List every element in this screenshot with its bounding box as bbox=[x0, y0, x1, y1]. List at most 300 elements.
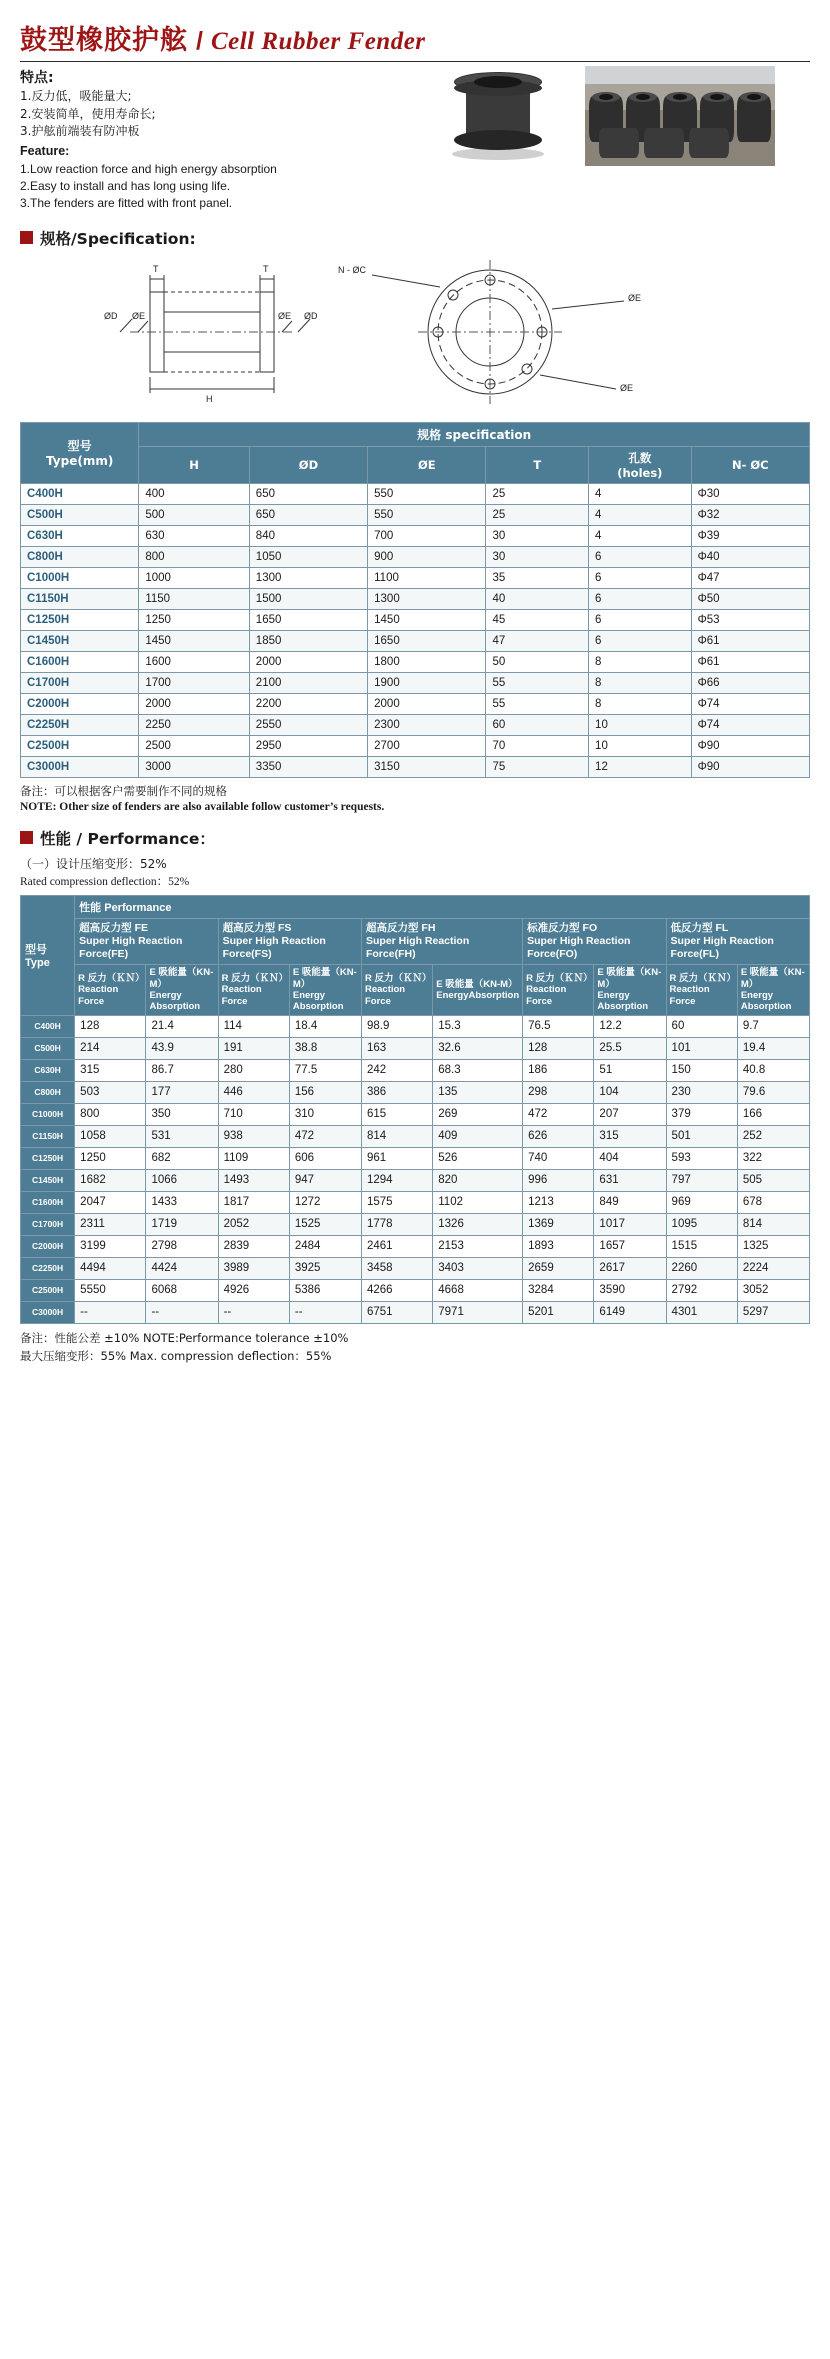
perf-cell-value: 15.3 bbox=[433, 1015, 523, 1037]
spec-cell-oe: 1450 bbox=[368, 609, 486, 630]
perf-cell-value: 4301 bbox=[666, 1301, 737, 1323]
perf-cell-value: 6068 bbox=[146, 1279, 218, 1301]
spec-cell-type: C500H bbox=[21, 504, 139, 525]
perf-cell-value: 322 bbox=[737, 1147, 809, 1169]
perf-cell-value: 1657 bbox=[594, 1235, 666, 1257]
perf-cell-type: C2250H bbox=[21, 1257, 75, 1279]
table-row bbox=[21, 651, 810, 672]
table-row bbox=[21, 525, 810, 546]
fender-technical-drawing bbox=[20, 257, 810, 407]
perf-cell-value: 800 bbox=[75, 1103, 146, 1125]
specification-section-title: 规格/Specification: bbox=[40, 229, 196, 248]
perf-cell-value: 740 bbox=[523, 1147, 594, 1169]
spec-cell-od: 1050 bbox=[249, 546, 367, 567]
perf-cell-value: 626 bbox=[523, 1125, 594, 1147]
perf-cell-value: 177 bbox=[146, 1081, 218, 1103]
perf-cell-value: 98.9 bbox=[361, 1015, 432, 1037]
spec-cell-h: 500 bbox=[139, 504, 249, 525]
table-row bbox=[21, 1103, 810, 1125]
spec-cell-type: C2000H bbox=[21, 693, 139, 714]
perf-cell-value: 505 bbox=[737, 1169, 809, 1191]
perf-cell-value: 1433 bbox=[146, 1191, 218, 1213]
perf-cell-value: 77.5 bbox=[289, 1059, 361, 1081]
table-row bbox=[21, 1081, 810, 1103]
spec-cell-nc: Φ90 bbox=[691, 735, 809, 756]
spec-cell-oe: 900 bbox=[368, 546, 486, 567]
perf-cell-value: 1682 bbox=[75, 1169, 146, 1191]
spec-cell-type: C1700H bbox=[21, 672, 139, 693]
table-row bbox=[21, 1257, 810, 1279]
performance-section-title: 性能 / Performance： bbox=[40, 829, 215, 848]
spec-cell-oe: 550 bbox=[368, 483, 486, 504]
perf-cell-value: 2153 bbox=[433, 1235, 523, 1257]
spec-cell-type: C1250H bbox=[21, 609, 139, 630]
perf-cell-value: 1102 bbox=[433, 1191, 523, 1213]
spec-cell-holes: 6 bbox=[589, 567, 692, 588]
perf-cell-value: 5297 bbox=[737, 1301, 809, 1323]
spec-col-oe: ØE bbox=[368, 446, 486, 483]
spec-cell-nc: Φ50 bbox=[691, 588, 809, 609]
perf-cell-value: 2659 bbox=[523, 1257, 594, 1279]
perf-cell-value: 214 bbox=[75, 1037, 146, 1059]
perf-cell-value: 4494 bbox=[75, 1257, 146, 1279]
perf-cell-value: 446 bbox=[218, 1081, 289, 1103]
table-row bbox=[21, 1059, 810, 1081]
spec-cell-h: 800 bbox=[139, 546, 249, 567]
perf-cell-value: 961 bbox=[361, 1147, 432, 1169]
perf-cell-value: 3052 bbox=[737, 1279, 809, 1301]
perf-cell-value: -- bbox=[146, 1301, 218, 1323]
spec-cell-nc: Φ74 bbox=[691, 714, 809, 735]
perf-subcol-cn-1: R 反力（ＫＮ） bbox=[78, 972, 145, 984]
spec-cell-h: 1000 bbox=[139, 567, 249, 588]
perf-cell-value: 969 bbox=[666, 1191, 737, 1213]
specification-section-header bbox=[20, 227, 810, 249]
feature-item-en-2: 2.Easy to install and has long using life. bbox=[20, 178, 231, 193]
perf-cell-value: 79.6 bbox=[737, 1081, 809, 1103]
perf-cell-value: 9.7 bbox=[737, 1015, 809, 1037]
perf-cell-value: 3925 bbox=[289, 1257, 361, 1279]
perf-cell-value: 814 bbox=[361, 1125, 432, 1147]
spec-group-header: 规格 specification bbox=[139, 422, 810, 446]
perf-cell-value: 404 bbox=[594, 1147, 666, 1169]
spec-cell-holes: 8 bbox=[589, 651, 692, 672]
table-row bbox=[21, 1235, 810, 1257]
perf-cell-value: 7971 bbox=[433, 1301, 523, 1323]
perf-cell-value: 21.4 bbox=[146, 1015, 218, 1037]
perf-cell-value: 12.2 bbox=[594, 1015, 666, 1037]
spec-cell-t: 45 bbox=[486, 609, 589, 630]
feature-item-cn-2: 2.安装简单，使用寿命长; bbox=[20, 106, 156, 121]
spec-cell-holes: 6 bbox=[589, 609, 692, 630]
spec-cell-t: 25 bbox=[486, 504, 589, 525]
spec-cell-h: 1700 bbox=[139, 672, 249, 693]
spec-cell-t: 55 bbox=[486, 693, 589, 714]
perf-cell-value: 1250 bbox=[75, 1147, 146, 1169]
perf-cell-type: C1600H bbox=[21, 1191, 75, 1213]
spec-col-type bbox=[21, 422, 139, 483]
perf-cell-value: 1213 bbox=[523, 1191, 594, 1213]
perf-cell-value: 1369 bbox=[523, 1213, 594, 1235]
perf-group-header-4 bbox=[523, 918, 666, 964]
perf-cell-value: 25.5 bbox=[594, 1037, 666, 1059]
perf-cell-value: 3458 bbox=[361, 1257, 432, 1279]
perf-subcol-cn-9: R 反力（ＫＮ） bbox=[669, 972, 737, 984]
perf-subcol-5 bbox=[361, 965, 432, 1016]
features-heading-cn: 特点: bbox=[20, 70, 54, 86]
spec-cell-oe: 2300 bbox=[368, 714, 486, 735]
perf-cell-value: 86.7 bbox=[146, 1059, 218, 1081]
perf-cell-value: 2052 bbox=[218, 1213, 289, 1235]
perf-group-header-en-1: Super High Reaction Force(FE) bbox=[79, 934, 183, 961]
perf-cell-value: 606 bbox=[289, 1147, 361, 1169]
perf-cell-value: 128 bbox=[523, 1037, 594, 1059]
perf-cell-type: C500H bbox=[21, 1037, 75, 1059]
perf-cell-value: 1817 bbox=[218, 1191, 289, 1213]
spec-cell-type: C800H bbox=[21, 546, 139, 567]
spec-cell-t: 40 bbox=[486, 588, 589, 609]
spec-col-holes-line1: 孔数 bbox=[628, 450, 652, 465]
perf-subcol-cn-8: E 吸能量（KN-M） bbox=[597, 967, 662, 990]
spec-cell-type: C2250H bbox=[21, 714, 139, 735]
perf-cell-value: 5386 bbox=[289, 1279, 361, 1301]
perf-subcol-en-5: Reaction Force bbox=[364, 984, 406, 1007]
spec-cell-h: 3000 bbox=[139, 756, 249, 777]
perf-cell-value: 1066 bbox=[146, 1169, 218, 1191]
svg-text:H: H bbox=[206, 393, 213, 404]
perf-cell-type: C1000H bbox=[21, 1103, 75, 1125]
spec-cell-od: 3350 bbox=[249, 756, 367, 777]
perf-cell-value: 150 bbox=[666, 1059, 737, 1081]
table-row bbox=[21, 714, 810, 735]
feature-item-en-1: 1.Low reaction force and high energy absorption bbox=[20, 161, 277, 176]
spec-cell-type: C1150H bbox=[21, 588, 139, 609]
perf-cell-value: 310 bbox=[289, 1103, 361, 1125]
perf-group-header-cn-3: 超高反力型 FH bbox=[365, 921, 436, 934]
spec-cell-od: 650 bbox=[249, 483, 367, 504]
perf-subcol-cn-2: E 吸能量（KN-M） bbox=[149, 967, 214, 990]
perf-cell-value: 315 bbox=[594, 1125, 666, 1147]
title-separator: / bbox=[196, 27, 203, 55]
performance-footnote-1: 备注：性能公差 ±10% NOTE:Performance tolerance ±10% bbox=[20, 1330, 349, 1345]
perf-cell-value: 166 bbox=[737, 1103, 809, 1125]
perf-cell-value: 5550 bbox=[75, 1279, 146, 1301]
perf-cell-value: 386 bbox=[361, 1081, 432, 1103]
perf-cell-value: 526 bbox=[433, 1147, 523, 1169]
spec-cell-nc: Φ74 bbox=[691, 693, 809, 714]
perf-group-header-cn-4: 标准反力型 FO bbox=[527, 921, 598, 934]
spec-cell-od: 650 bbox=[249, 504, 367, 525]
perf-subcol-en-9: Reaction Force bbox=[669, 984, 710, 1007]
perf-subcol-en-10: Energy Absorption bbox=[740, 989, 792, 1013]
spec-cell-t: 47 bbox=[486, 630, 589, 651]
spec-cell-oe: 550 bbox=[368, 504, 486, 525]
perf-cell-value: 3199 bbox=[75, 1235, 146, 1257]
perf-cell-value: 101 bbox=[666, 1037, 737, 1059]
perf-cell-type: C3000H bbox=[21, 1301, 75, 1323]
perf-cell-value: 1493 bbox=[218, 1169, 289, 1191]
perf-cell-value: 128 bbox=[75, 1015, 146, 1037]
svg-text:ØE: ØE bbox=[278, 310, 292, 321]
spec-cell-holes: 6 bbox=[589, 630, 692, 651]
perf-subcol-7 bbox=[523, 965, 594, 1016]
perf-cell-value: -- bbox=[289, 1301, 361, 1323]
perf-cell-value: 4424 bbox=[146, 1257, 218, 1279]
spec-cell-od: 2200 bbox=[249, 693, 367, 714]
perf-cell-value: 32.6 bbox=[433, 1037, 523, 1059]
perf-cell-value: 280 bbox=[218, 1059, 289, 1081]
perf-group-header-5 bbox=[666, 918, 809, 964]
spec-cell-od: 840 bbox=[249, 525, 367, 546]
svg-text:T: T bbox=[263, 263, 269, 274]
perf-cell-value: 230 bbox=[666, 1081, 737, 1103]
spec-cell-t: 60 bbox=[486, 714, 589, 735]
spec-col-type-line1: 型号 bbox=[67, 439, 92, 454]
perf-subcol-cn-6: E 吸能量（KN-M） bbox=[436, 978, 518, 990]
red-square-bullet-icon-2 bbox=[20, 831, 33, 844]
perf-cell-value: 242 bbox=[361, 1059, 432, 1081]
spec-col-holes bbox=[589, 446, 692, 483]
spec-cell-holes: 8 bbox=[589, 672, 692, 693]
spec-cell-nc: Φ30 bbox=[691, 483, 809, 504]
spec-cell-t: 75 bbox=[486, 756, 589, 777]
perf-cell-value: 1294 bbox=[361, 1169, 432, 1191]
svg-text:ØD: ØD bbox=[104, 310, 118, 321]
perf-cell-value: 678 bbox=[737, 1191, 809, 1213]
table-row bbox=[21, 546, 810, 567]
perf-cell-value: 2260 bbox=[666, 1257, 737, 1279]
spec-cell-od: 2950 bbox=[249, 735, 367, 756]
perf-subcol-2 bbox=[146, 965, 218, 1016]
perf-cell-value: 1272 bbox=[289, 1191, 361, 1213]
perf-cell-value: 19.4 bbox=[737, 1037, 809, 1059]
spec-cell-type: C630H bbox=[21, 525, 139, 546]
perf-cell-value: 315 bbox=[75, 1059, 146, 1081]
perf-subcol-en-6: EnergyAbsorption bbox=[436, 989, 520, 1001]
perf-subcol-8 bbox=[594, 965, 666, 1016]
perf-top-header: 性能 Performance bbox=[75, 895, 810, 918]
perf-cell-value: 40.8 bbox=[737, 1059, 809, 1081]
perf-cell-type: C630H bbox=[21, 1059, 75, 1081]
perf-cell-value: 4266 bbox=[361, 1279, 432, 1301]
spec-cell-od: 2550 bbox=[249, 714, 367, 735]
spec-col-od: ØD bbox=[249, 446, 367, 483]
perf-subcol-en-7: Reaction Force bbox=[526, 984, 567, 1007]
page-title bbox=[20, 18, 810, 57]
spec-cell-nc: Φ61 bbox=[691, 651, 809, 672]
spec-cell-h: 2500 bbox=[139, 735, 249, 756]
perf-cell-value: 3403 bbox=[433, 1257, 523, 1279]
perf-cell-value: 350 bbox=[146, 1103, 218, 1125]
perf-group-header-en-4: Super High Reaction Force(FO) bbox=[527, 934, 631, 961]
spec-cell-oe: 1100 bbox=[368, 567, 486, 588]
spec-cell-h: 630 bbox=[139, 525, 249, 546]
spec-cell-type: C1000H bbox=[21, 567, 139, 588]
perf-cell-value: 43.9 bbox=[146, 1037, 218, 1059]
spec-cell-nc: Φ32 bbox=[691, 504, 809, 525]
performance-table-head bbox=[21, 895, 810, 1015]
perf-cell-value: 252 bbox=[737, 1125, 809, 1147]
perf-cell-value: 814 bbox=[737, 1213, 809, 1235]
page-title-cn: 鼓型橡胶护舷 bbox=[20, 25, 188, 56]
perf-col-type bbox=[21, 895, 75, 1015]
perf-cell-value: 938 bbox=[218, 1125, 289, 1147]
spec-col-t: T bbox=[486, 446, 589, 483]
perf-group-header-en-2: Super High Reaction Force(FS) bbox=[222, 934, 326, 961]
perf-cell-type: C1150H bbox=[21, 1125, 75, 1147]
perf-cell-value: 1515 bbox=[666, 1235, 737, 1257]
spec-cell-oe: 1300 bbox=[368, 588, 486, 609]
perf-subcol-en-1: Reaction Force bbox=[78, 984, 119, 1007]
svg-text:ØD: ØD bbox=[304, 310, 318, 321]
table-row bbox=[21, 1213, 810, 1235]
spec-note-cn: 备注：可以根据客户需要制作不同的规格 bbox=[20, 783, 227, 798]
perf-subcol-en-4: Energy Absorption bbox=[292, 989, 344, 1013]
spec-cell-holes: 6 bbox=[589, 588, 692, 609]
table-row bbox=[21, 1191, 810, 1213]
perf-cell-value: 631 bbox=[594, 1169, 666, 1191]
perf-cell-value: 4926 bbox=[218, 1279, 289, 1301]
intro-section bbox=[20, 62, 810, 213]
spec-cell-holes: 10 bbox=[589, 714, 692, 735]
svg-text:ØE: ØE bbox=[132, 310, 146, 321]
table-row bbox=[21, 1037, 810, 1059]
spec-cell-h: 1250 bbox=[139, 609, 249, 630]
perf-cell-value: 4668 bbox=[433, 1279, 523, 1301]
spec-cell-h: 1450 bbox=[139, 630, 249, 651]
perf-cell-type: C400H bbox=[21, 1015, 75, 1037]
perf-cell-value: 104 bbox=[594, 1081, 666, 1103]
perf-subcol-en-3: Reaction Force bbox=[221, 984, 262, 1007]
spec-cell-nc: Φ53 bbox=[691, 609, 809, 630]
spec-cell-type: C1600H bbox=[21, 651, 139, 672]
perf-cell-value: 379 bbox=[666, 1103, 737, 1125]
spec-cell-type: C1450H bbox=[21, 630, 139, 651]
perf-cell-value: 1325 bbox=[737, 1235, 809, 1257]
spec-cell-oe: 3150 bbox=[368, 756, 486, 777]
performance-footnotes bbox=[20, 1330, 810, 1364]
table-row bbox=[21, 1147, 810, 1169]
product-images bbox=[420, 66, 775, 166]
perf-group-header-en-3: Super High Reaction Force(FH) bbox=[365, 934, 470, 961]
spec-cell-t: 55 bbox=[486, 672, 589, 693]
spec-cell-holes: 4 bbox=[589, 504, 692, 525]
specification-table bbox=[20, 422, 810, 778]
spec-cell-od: 1650 bbox=[249, 609, 367, 630]
perf-cell-value: 593 bbox=[666, 1147, 737, 1169]
perf-cell-value: 996 bbox=[523, 1169, 594, 1191]
rated-deflection-cn: （一）设计压缩变形：52% bbox=[20, 856, 167, 871]
perf-cell-value: 5201 bbox=[523, 1301, 594, 1323]
perf-cell-value: 947 bbox=[289, 1169, 361, 1191]
perf-subcol-4 bbox=[289, 965, 361, 1016]
perf-subcol-cn-7: R 反力（ＫＮ） bbox=[526, 972, 593, 984]
feature-item-cn-3: 3.护舷前端装有防冲板 bbox=[20, 124, 140, 139]
perf-cell-value: 18.4 bbox=[289, 1015, 361, 1037]
specification-table-body bbox=[21, 483, 810, 777]
features-heading-en: Feature: bbox=[20, 144, 70, 159]
perf-cell-value: 135 bbox=[433, 1081, 523, 1103]
perf-cell-value: 615 bbox=[361, 1103, 432, 1125]
perf-cell-value: 849 bbox=[594, 1191, 666, 1213]
perf-cell-value: 2798 bbox=[146, 1235, 218, 1257]
perf-group-header-1 bbox=[75, 918, 218, 964]
perf-cell-value: 269 bbox=[433, 1103, 523, 1125]
perf-cell-value: 68.3 bbox=[433, 1059, 523, 1081]
spec-cell-h: 2250 bbox=[139, 714, 249, 735]
perf-cell-value: 2311 bbox=[75, 1213, 146, 1235]
perf-col-type-line2: Type bbox=[25, 957, 50, 970]
perf-cell-value: 1058 bbox=[75, 1125, 146, 1147]
perf-cell-value: 501 bbox=[666, 1125, 737, 1147]
spec-cell-nc: Φ66 bbox=[691, 672, 809, 693]
perf-cell-value: 207 bbox=[594, 1103, 666, 1125]
perf-cell-value: 1525 bbox=[289, 1213, 361, 1235]
perf-cell-value: 1326 bbox=[433, 1213, 523, 1235]
table-row bbox=[21, 1169, 810, 1191]
page-title-en: Cell Rubber Fender bbox=[210, 28, 426, 55]
spec-cell-oe: 1900 bbox=[368, 672, 486, 693]
perf-group-header-cn-1: 超高反力型 FE bbox=[79, 921, 149, 934]
perf-cell-value: 114 bbox=[218, 1015, 289, 1037]
table-row bbox=[21, 1125, 810, 1147]
spec-cell-od: 1850 bbox=[249, 630, 367, 651]
perf-cell-value: 531 bbox=[146, 1125, 218, 1147]
spec-cell-od: 1300 bbox=[249, 567, 367, 588]
perf-subcol-10 bbox=[737, 965, 809, 1016]
table-row bbox=[21, 1015, 810, 1037]
perf-cell-value: 1017 bbox=[594, 1213, 666, 1235]
perf-subcol-cn-3: R 反力（ＫＮ） bbox=[221, 972, 289, 984]
perf-subcol-cn-10: E 吸能量（KN-M） bbox=[740, 967, 805, 990]
perf-cell-value: 1575 bbox=[361, 1191, 432, 1213]
perf-subcol-en-8: Energy Absorption bbox=[597, 989, 649, 1013]
perf-cell-value: 472 bbox=[289, 1125, 361, 1147]
feature-item-en-3: 3.The fenders are fitted with front panel. bbox=[20, 196, 233, 211]
table-row bbox=[21, 483, 810, 504]
spec-cell-oe: 2700 bbox=[368, 735, 486, 756]
spec-cell-nc: Φ47 bbox=[691, 567, 809, 588]
spec-cell-od: 2100 bbox=[249, 672, 367, 693]
spec-cell-od: 1500 bbox=[249, 588, 367, 609]
perf-cell-value: 797 bbox=[666, 1169, 737, 1191]
table-row bbox=[21, 1279, 810, 1301]
perf-group-header-3 bbox=[361, 918, 522, 964]
perf-cell-value: 1893 bbox=[523, 1235, 594, 1257]
performance-footnote-2: 最大压缩变形：55% Max. compression deflection：55% bbox=[20, 1348, 332, 1363]
table-row bbox=[21, 693, 810, 714]
perf-cell-value: 51 bbox=[594, 1059, 666, 1081]
spec-col-holes-line2: (holes) bbox=[617, 465, 663, 480]
perf-cell-value: 2617 bbox=[594, 1257, 666, 1279]
spec-cell-h: 400 bbox=[139, 483, 249, 504]
rated-deflection-en: Rated compression deflection：52% bbox=[20, 875, 190, 888]
spec-cell-holes: 12 bbox=[589, 756, 692, 777]
perf-cell-value: 38.8 bbox=[289, 1037, 361, 1059]
perf-cell-type: C2000H bbox=[21, 1235, 75, 1257]
perf-subcol-3 bbox=[218, 965, 289, 1016]
perf-cell-value: 186 bbox=[523, 1059, 594, 1081]
spec-cell-t: 50 bbox=[486, 651, 589, 672]
spec-col-type-line2: Type(mm) bbox=[46, 454, 114, 469]
spec-cell-oe: 1650 bbox=[368, 630, 486, 651]
perf-cell-value: 2484 bbox=[289, 1235, 361, 1257]
spec-cell-od: 2000 bbox=[249, 651, 367, 672]
perf-cell-value: 820 bbox=[433, 1169, 523, 1191]
performance-table-body bbox=[21, 1015, 810, 1323]
perf-cell-type: C1250H bbox=[21, 1147, 75, 1169]
perf-cell-value: 191 bbox=[218, 1037, 289, 1059]
